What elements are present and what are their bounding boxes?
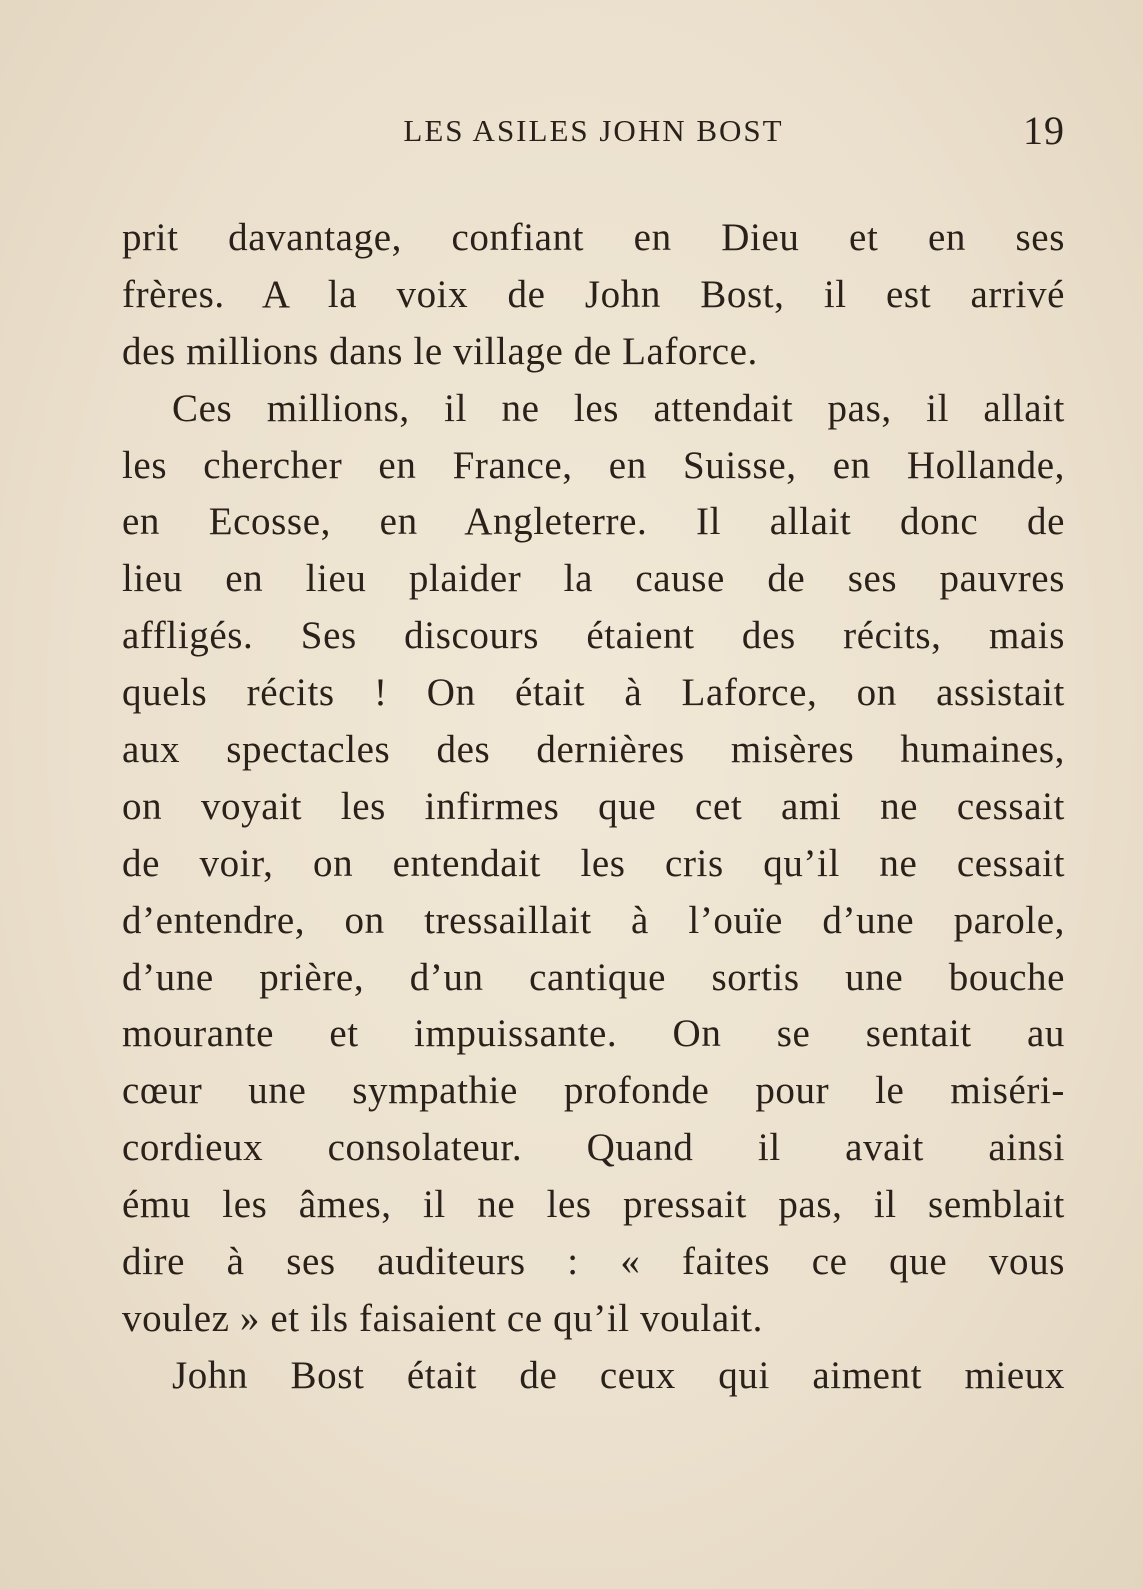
text-line: des millions dans le village de Laforce.	[122, 329, 758, 373]
text-line: ému les âmes, il ne les pressait pas, il semblait	[122, 1183, 1065, 1227]
text-line: dire à ses auditeurs : « faites ce que vous	[122, 1240, 1065, 1284]
text-line: Ces millions, il ne les attendait pas, il allait	[172, 386, 1065, 430]
text-line: les chercher en France, en Suisse, en Hollande,	[122, 443, 1065, 487]
text-line: lieu en lieu plaider la cause de ses pauvres	[122, 557, 1065, 601]
page-number: 19	[1023, 108, 1065, 153]
text-line: d’une prière, d’un cantique sortis une bouche	[122, 955, 1065, 999]
text-line: de voir, on entendait les cris qu’il ne cessait	[122, 841, 1065, 885]
running-title: LES ASILES JOHN BOST	[403, 113, 784, 148]
text-line: cœur une sympathie profonde pour le miséri-	[122, 1069, 1065, 1113]
text-line: frères. A la voix de John Bost, il est arrivé	[122, 272, 1065, 316]
text-line: voulez » et ils faisaient ce qu’il voulait.	[122, 1296, 763, 1340]
text-line: cordieux consolateur. Quand il avait ainsi	[122, 1126, 1065, 1170]
text-line: aux spectacles des dernières misères humaines,	[122, 728, 1065, 772]
text-line: mourante et impuissante. On se sentait au	[122, 1012, 1065, 1056]
text-line: John Bost était de ceux qui aiment mieux	[172, 1353, 1065, 1397]
text-line: affligés. Ses discours étaient des récits, mais	[122, 614, 1065, 658]
text-line: quels récits ! On était à Laforce, on assistait	[122, 671, 1065, 715]
text-line: on voyait les infirmes que cet ami ne cessait	[122, 784, 1065, 828]
body-text	[122, 210, 1065, 1405]
text-line: d’entendre, on tressaillait à l’ouïe d’une parole,	[122, 898, 1065, 942]
page-header	[122, 110, 1065, 160]
text-line: en Ecosse, en Angleterre. Il allait donc de	[122, 500, 1065, 544]
text-line: prit davantage, confiant en Dieu et en ses	[122, 216, 1065, 259]
